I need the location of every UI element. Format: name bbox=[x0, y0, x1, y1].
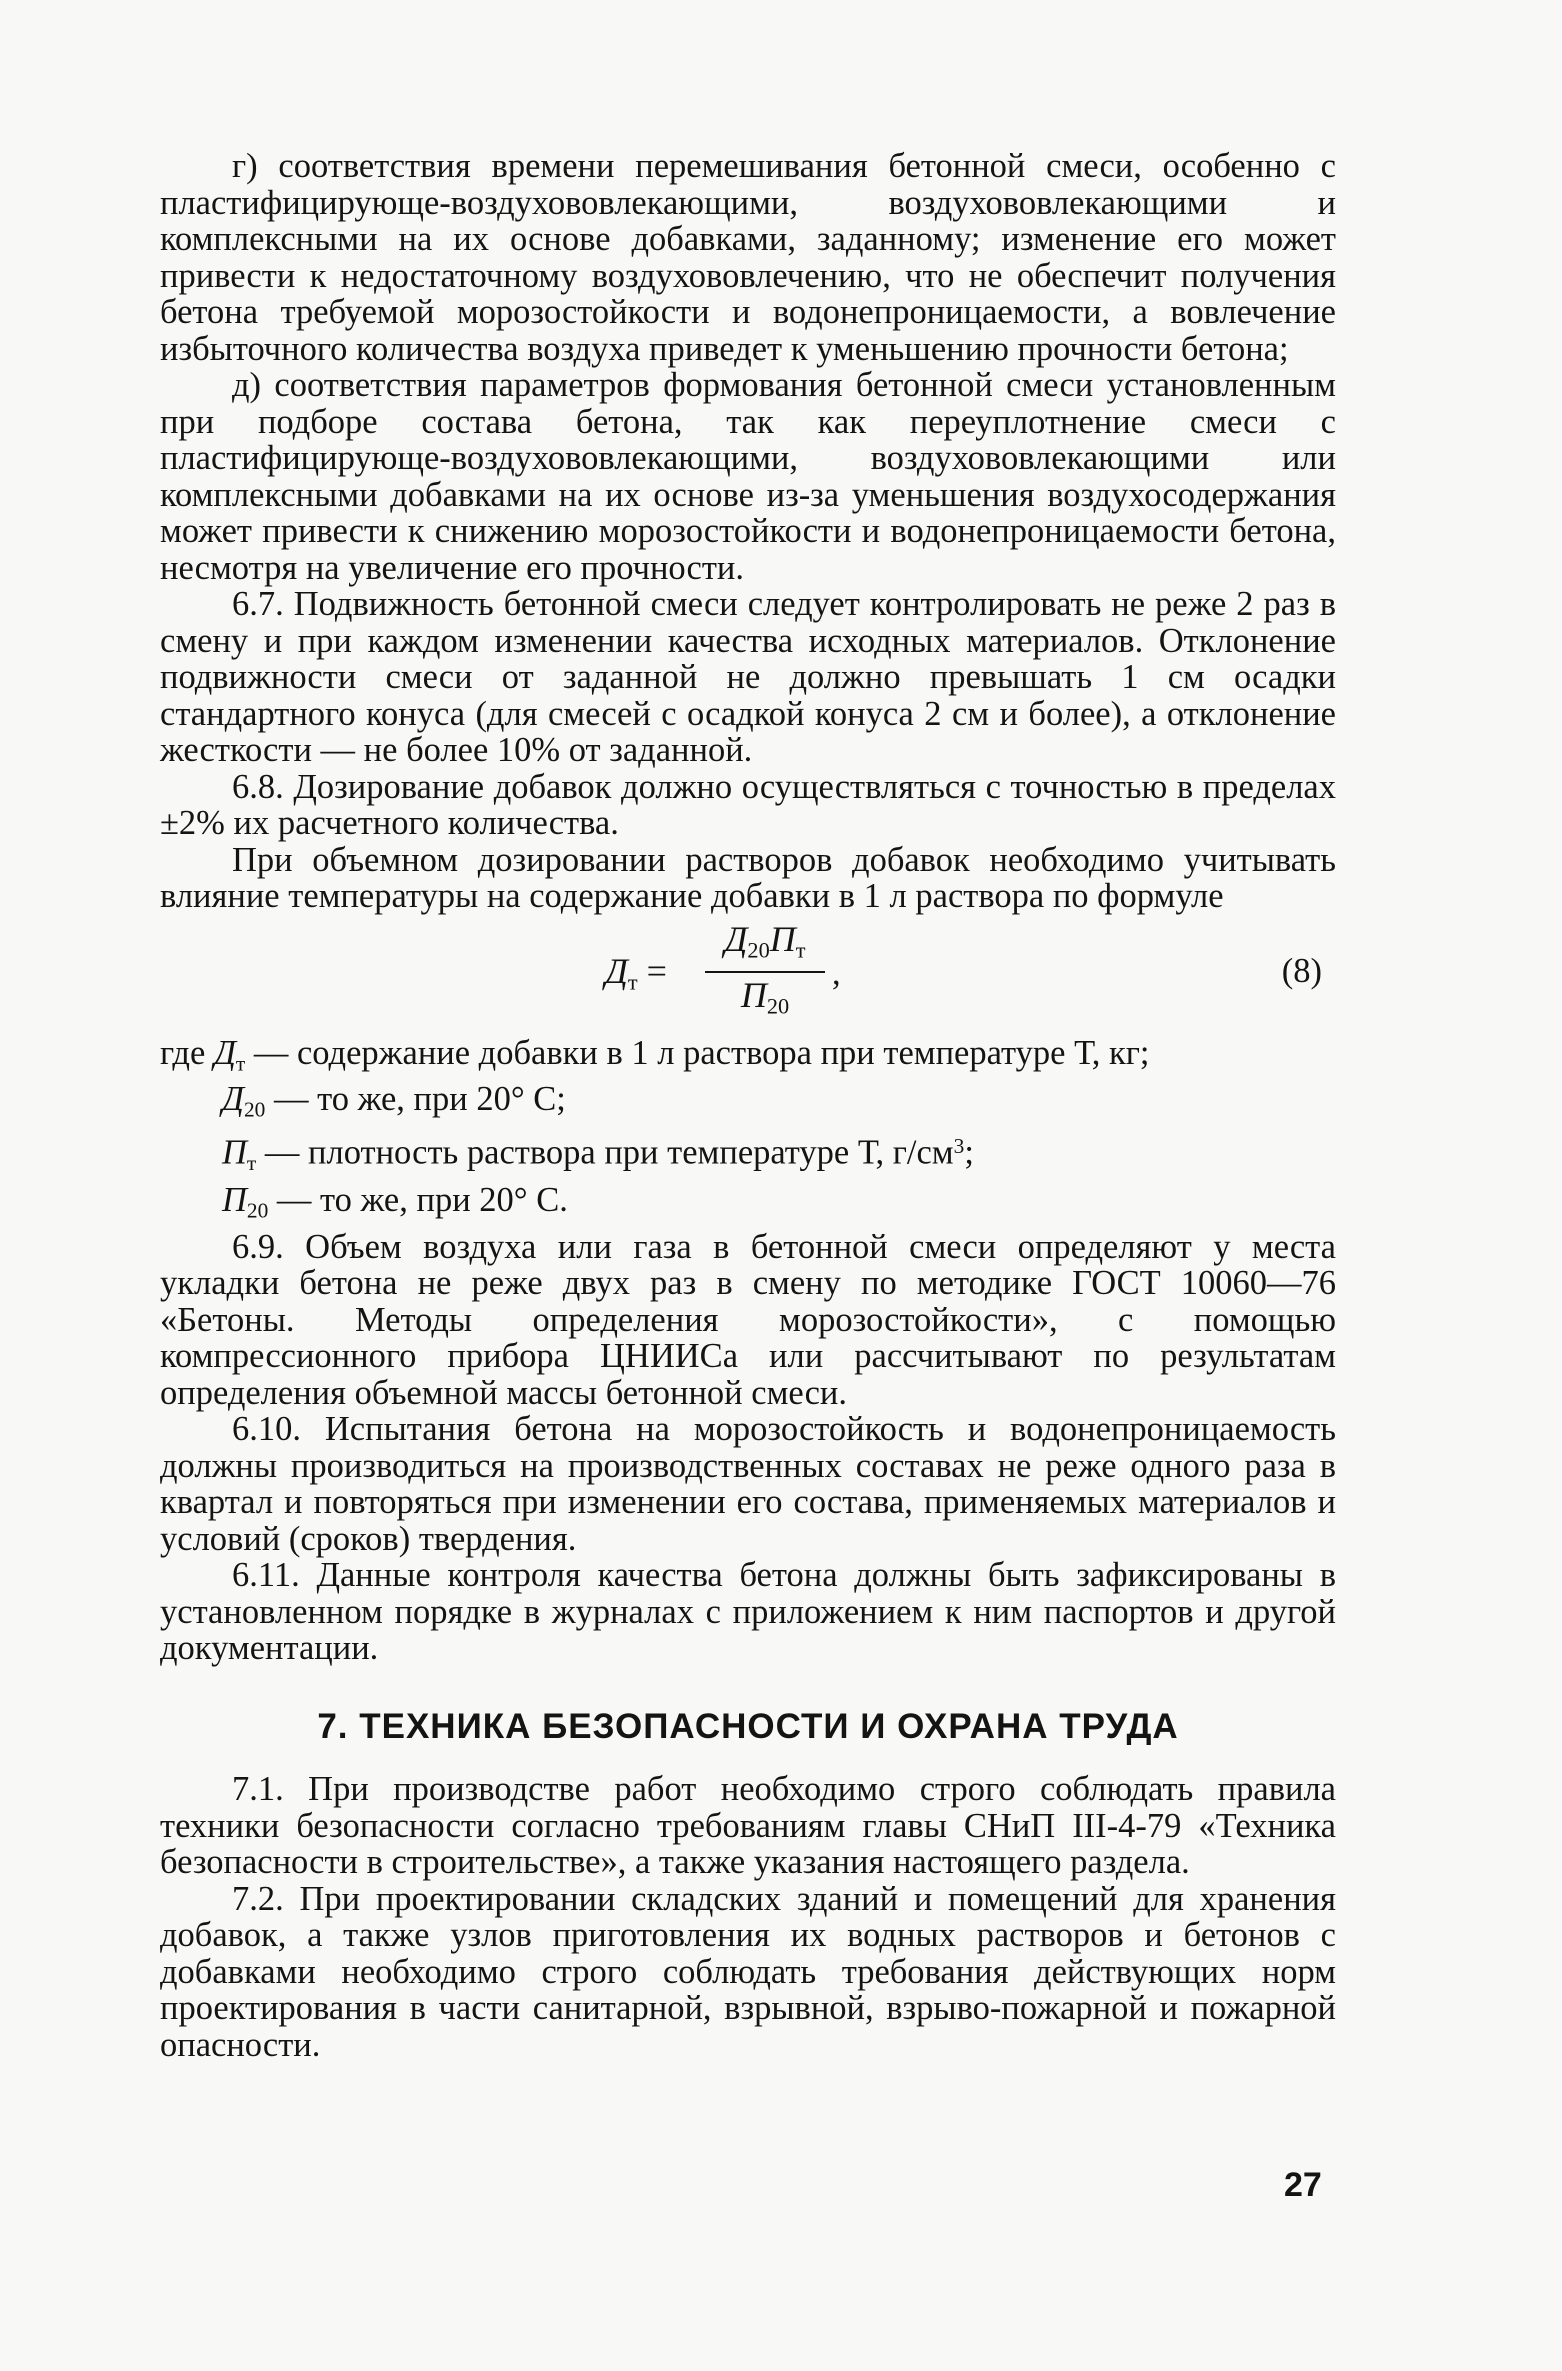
paragraph-6-11: 6.11. Данные контроля качества бетона должны быть зафиксированы в установленном порядке в журналах с приложением к ним паспортов и другой документации. bbox=[160, 1556, 1336, 1668]
page-number: 27 bbox=[1284, 2166, 1322, 2204]
formula-8 bbox=[160, 918, 1336, 1029]
paragraph-7-1: 7.1. При производстве работ необходимо строго соблюдать правила техники безопасности согласно требованиям главы СНиП III-4-79 «Техника безопасности в строительстве», а также указания настоящего раздела. bbox=[160, 1770, 1336, 1882]
formula-denominator: $П_{20}$ bbox=[740, 974, 790, 1019]
definition-dt: где $Д_т$ — содержание добавки в 1 л раствора при температуре Т, кг; bbox=[160, 1033, 1150, 1075]
formula-number: (8) bbox=[1281, 951, 1322, 990]
definition-d20: $Д_{20}$ — то же, при 20° С; bbox=[222, 1080, 566, 1122]
paragraph-6-8: 6.8. Дозирование добавок должно осуществляться с точностью в пределах ±2% их расчетного количества. bbox=[160, 767, 1336, 842]
paragraph-6-10: 6.10. Испытания бетона на морозостойкость и водонепроницаемость должны производиться на производственных составах не реже одного раза в квартал и повторяться при изменении его состава, применяемых материалов и условий (сроков) твердения. bbox=[160, 1410, 1336, 1558]
section-heading: 7. ТЕХНИКА БЕЗОПАСНОСТИ И ОХРАНА ТРУДА bbox=[317, 1706, 1179, 1746]
paragraph-7-2: 7.2. При проектировании складских зданий и помещений для хранения добавок, а также узлов приготовления их водных растворов и бетонов с добавками необходимо строго соблюдать требования действующих норм проектирования в части санитарной, взрывной, взрыво-пожарной и пожарной опасности. bbox=[160, 1879, 1336, 2064]
formula-comma: , bbox=[832, 953, 841, 992]
definition-p20: $П_{20}$ — то же, при 20° С. bbox=[222, 1180, 568, 1223]
formula-numerator: $Д_{20}П_т$ bbox=[705, 921, 825, 973]
paragraph-volume-dosing: При объемном дозировании растворов добавок необходимо учитывать влияние температуры на содержание добавки в 1 л раствора по формуле bbox=[160, 840, 1336, 915]
formula-fraction bbox=[705, 918, 825, 1025]
paragraph-d: д) соответствия параметров формования бетонной смеси установленным при подборе состава бетона, так как переуплотнение смеси с пластифицирующе-воздухововлекающими, воздухововлекающими или комплексными добавками на их основе из-за уменьшения воздухосодержания может привести к снижению морозостойкости и водонепроницаемости бетона, несмотря на увеличение его прочности. bbox=[160, 366, 1336, 587]
paragraph-6-7: 6.7. Подвижность бетонной смеси следует контролировать не реже 2 раз в смену и при каждом изменении качества исходных материалов. Отклонение подвижности смеси от заданной не должно превышать 1 см осадки стандартного конуса (для смесей с осадкой конуса 2 см и более), а отклонение жесткости — не более 10% от заданной. bbox=[160, 585, 1336, 769]
definition-pt: $П_т$ — плотность раствора при температуре Т, $г/см^3$; bbox=[222, 1134, 974, 1176]
paragraph-6-9: 6.9. Объем воздуха или газа в бетонной смеси определяют у места укладки бетона не реже двух раз в смену по методике ГОСТ 10060—76 «Бетоны. Методы определения морозостойкости», с помощью компрессионного прибора ЦНИИСа или рассчитывают по результатам определения объемной массы бетонной смеси. bbox=[160, 1227, 1336, 1412]
formula-definitions bbox=[160, 1035, 1336, 1229]
page-content bbox=[160, 148, 1336, 2063]
paragraph-g: г) соответствия времени перемешивания бетонной смеси, особенно с пластифицирующе-воздухововлекающими, воздухововлекающими и комплексными на их основе добавками, заданному; изменение его может привести к недостаточному воздухововлечению, что не обеспечит получения бетона требуемой морозостойкости и водонепроницаемости, а вовлечение избыточного количества воздуха приведет к уменьшению прочности бетона; bbox=[160, 147, 1336, 368]
formula-lhs: $Д_т$ = bbox=[605, 950, 667, 995]
